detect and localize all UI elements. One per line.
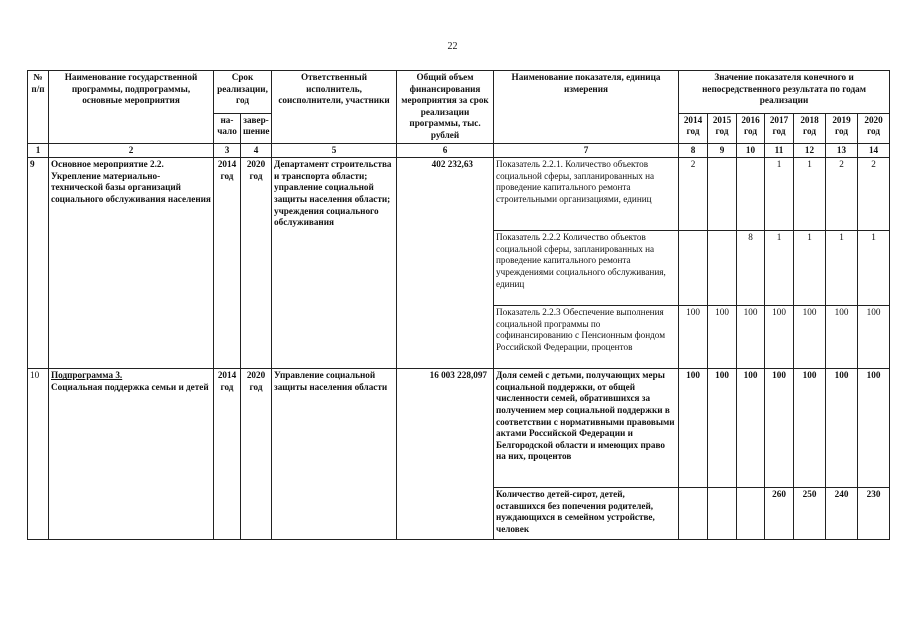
column-number: 8	[679, 143, 708, 158]
column-number: 11	[765, 143, 794, 158]
indicator-value	[708, 488, 737, 540]
column-number-row	[28, 143, 890, 158]
column-number: 7	[494, 143, 679, 158]
indicator-value: 100	[765, 369, 794, 488]
indicator-value: 2	[826, 158, 858, 231]
indicator-value: 250	[794, 488, 826, 540]
row-number: 10	[28, 369, 49, 540]
indicator-name: Показатель 2.2.3 Обеспечение выполнения социальной программы по софинансированию с Пенсионным фондом Российской Федерации, процентов	[494, 306, 679, 369]
indicator-value: 100	[737, 306, 765, 369]
indicator-value: 260	[765, 488, 794, 540]
subprogram-description: Социальная поддержка семьи и детей	[51, 381, 209, 392]
end-year: 2020 год	[241, 369, 272, 540]
indicator-name: Количество детей-сирот, детей, оставшихся без попечения родителей, нуждающихся в семейном устройстве, человек	[494, 488, 679, 540]
indicator-value	[708, 231, 737, 306]
indicator-value	[737, 158, 765, 231]
column-number: 4	[241, 143, 272, 158]
indicator-value: 100	[858, 306, 890, 369]
column-number: 2	[49, 143, 214, 158]
subprogram-title: Подпрограмма 3.	[51, 370, 123, 381]
page-number: 22	[447, 41, 458, 52]
header-values: Значение показателя конечного и непосредственного результата по годам реализации	[679, 71, 890, 114]
indicator-value: 100	[679, 306, 708, 369]
column-number: 9	[708, 143, 737, 158]
table-row	[28, 369, 890, 488]
indicator-value: 100	[858, 369, 890, 488]
header-funding: Общий объем финансирования мероприятия за срок реализации программы, тыс. рублей	[397, 71, 494, 144]
indicator-value: 1	[765, 158, 794, 231]
indicator-value	[679, 488, 708, 540]
header-row	[28, 71, 890, 114]
indicator-name: Показатель 2.2.1. Количество объектов социальной сферы, запланированных на проведение капитального ремонта строительными организациями, единиц	[494, 158, 679, 231]
indicator-value: 1	[858, 231, 890, 306]
header-responsible: Ответственный исполнитель, соисполнители, участники	[272, 71, 397, 144]
funding-amount: 16 003 228,097	[397, 369, 494, 540]
indicator-value: 1	[765, 231, 794, 306]
header-year: 2019 год	[826, 113, 858, 143]
end-year: 2020 год	[241, 158, 272, 369]
program-table	[27, 70, 890, 540]
column-number: 10	[737, 143, 765, 158]
header-year: 2017 год	[765, 113, 794, 143]
column-number: 3	[214, 143, 241, 158]
subprogram-name	[49, 369, 214, 540]
indicator-value: 100	[708, 369, 737, 488]
indicator-value: 100	[826, 369, 858, 488]
column-number: 6	[397, 143, 494, 158]
indicator-value	[708, 158, 737, 231]
column-number: 12	[794, 143, 826, 158]
indicator-value: 8	[737, 231, 765, 306]
indicator-value: 1	[794, 158, 826, 231]
indicator-name: Доля семей с детьми, получающих меры социальной поддержки, от общей численности семей, обратившихся за получением мер социальной поддержки в соответствии с нормативными правовыми актами Российской Федерации и Белгородской области и имеющих право на них, процентов	[494, 369, 679, 488]
indicator-value	[737, 488, 765, 540]
header-indicator: Наименование показателя, единица измерения	[494, 71, 679, 144]
header-year: 2015 год	[708, 113, 737, 143]
responsible-party: Департамент строительства и транспорта области; управление социальной защиты населения области; учреждения социального обслуживания	[272, 158, 397, 369]
indicator-name: Показатель 2.2.2 Количество объектов социальной сферы, запланированных на проведение капитального ремонта учреждениями социального обслуживания, единиц	[494, 231, 679, 306]
header-num: № п/п	[28, 71, 49, 144]
indicator-value: 100	[737, 369, 765, 488]
indicator-value: 100	[679, 369, 708, 488]
indicator-value: 2	[858, 158, 890, 231]
row-number: 9	[28, 158, 49, 369]
table-row	[28, 158, 890, 231]
funding-amount: 402 232,63	[397, 158, 494, 369]
indicator-value: 100	[708, 306, 737, 369]
start-year: 2014 год	[214, 369, 241, 540]
indicator-value: 100	[826, 306, 858, 369]
header-term: Срок реализации, год	[214, 71, 272, 114]
measure-name: Основное мероприятие 2.2. Укрепление материально-технической базы организаций социального обслуживания населения	[49, 158, 214, 369]
header-term-end: завер-шение	[241, 113, 272, 143]
indicator-value: 240	[826, 488, 858, 540]
indicator-value: 230	[858, 488, 890, 540]
indicator-value	[679, 231, 708, 306]
header-year: 2016 год	[737, 113, 765, 143]
indicator-value: 100	[794, 369, 826, 488]
indicator-value: 100	[765, 306, 794, 369]
indicator-value: 1	[794, 231, 826, 306]
column-number: 5	[272, 143, 397, 158]
responsible-party: Управление социальной защиты населения области	[272, 369, 397, 540]
indicator-value: 100	[794, 306, 826, 369]
start-year: 2014 год	[214, 158, 241, 369]
column-number: 1	[28, 143, 49, 158]
header-name: Наименование государственной программы, подпрограммы, основные мероприятия	[49, 71, 214, 144]
indicator-value: 2	[679, 158, 708, 231]
header-year: 2018 год	[794, 113, 826, 143]
header-year: 2014 год	[679, 113, 708, 143]
header-term-start: на-чало	[214, 113, 241, 143]
header-year: 2020 год	[858, 113, 890, 143]
indicator-value: 1	[826, 231, 858, 306]
column-number: 14	[858, 143, 890, 158]
column-number: 13	[826, 143, 858, 158]
